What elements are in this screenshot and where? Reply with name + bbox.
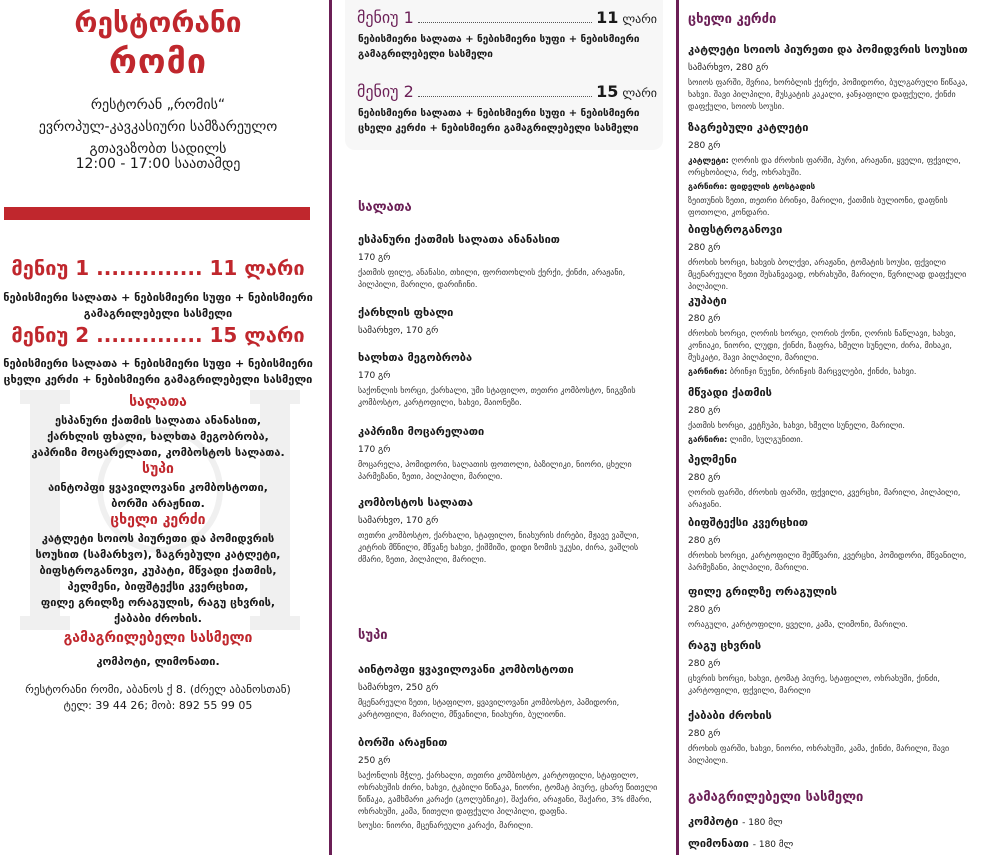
dish-weight: 280 გრ: [688, 406, 721, 416]
dish-description: [688, 155, 980, 179]
opening-hours: 12:00 - 17:00 საათამდე: [75, 156, 241, 172]
hot-summary-line: კატლეტი სოიოს პიურეთი და პომიდვრის: [41, 532, 275, 545]
set-menu2-desc: [358, 106, 658, 136]
set-menu1-price: 11: [596, 8, 619, 27]
hot-summary-line: პელმენი, ბიფშტექსი კვერცხით,: [67, 580, 249, 593]
menu1-description: [0, 290, 316, 322]
dish-weight: 280 გრ: [688, 314, 721, 324]
drinks-section-heading: გამაგრილებელი სასმელი: [688, 790, 864, 805]
drink-item: [688, 814, 980, 831]
garnish: [688, 434, 980, 446]
dish-name: ესპანური ქათმის სალათა ანანასით: [358, 233, 560, 246]
dish-description: ძროხის ხორცი, კარტოფილი შემწვარი, კვერცხი, პომიდორი, მწვანილი, პარმეზანი, პილპილი, მარილი.: [688, 551, 967, 572]
column-divider-right: [676, 0, 679, 855]
garnish: [688, 366, 980, 378]
drinks-heading: გამაგრილებელი სასმელი: [63, 630, 253, 646]
drink-name: ლიმონათი: [688, 837, 749, 850]
garnish-text: ლიმი, სულგუნითი.: [729, 435, 804, 444]
leader-dots: [418, 86, 592, 97]
dish-item: [688, 120, 980, 219]
dish-name: ბორში არაჟნით: [358, 736, 448, 749]
set-menu2-desc-line: ნებისმიერი სალათა + ნებისმიერი სუფი + ნებისმიერი: [358, 108, 640, 119]
dish-description: თეთრი კომბოსტო, ქარხალი, სტაფილო, ნიახურის ძირები, მჟავე ვაშლი, კიტრის მწნილი, მწვანე ხახვი, ქიშმიში, დიდი ზომის უკუსი, ძირა, ვაშლის ძმარი, ზეთი, პილპილი, მარილი.: [358, 531, 640, 564]
garnish-text: ბრინჯი ნუენი, ბრინჯის მარცვლები, ქინძი, ხახვი.: [729, 367, 917, 376]
salads-summary-line: კაპრიზი მოცარელათი, კომბოსტოს სალათა.: [31, 446, 285, 459]
drink-line: [688, 836, 980, 853]
garnish: [688, 181, 980, 193]
dish-description: ძროხის ფარში, ხახვი, ნიორი, ოხრახუში, კამა, ქინძი, მარილი, შავი პილპილი.: [688, 744, 950, 765]
dish-weight: 280 გრ: [688, 473, 721, 483]
dish-weight: სამარხვო, 170 გრ: [358, 326, 439, 336]
drink-line: [688, 814, 980, 831]
dish-item: [358, 424, 658, 483]
dish-item: [688, 293, 980, 378]
dish-name: კომბოსტოს სალათა: [358, 496, 473, 509]
dish-name: კუპატი: [688, 294, 727, 307]
dish-weight: 250 გრ: [358, 756, 391, 766]
dish-description: ღორის ფარში, ძროხის ფარში, ფქვილი, კვერცხი, მარილი, პილპილი, არაჟანი.: [688, 488, 961, 509]
dish-weight: 170 გრ: [358, 371, 391, 381]
dish-description: ქათმის ხორცი, კეტჩუპი, ხახვი, ხმელი სუნელი, მარილი.: [688, 421, 905, 430]
dish-name: აინტოპფი ყვავილოვანი კომბოსტოთი: [358, 663, 574, 676]
set-menu2-desc-line: ცხელი კერძი + ნებისმიერი გამაგრილებელი სასმელი: [358, 123, 639, 134]
menu1-heading: მენიუ 1 .............. 11 ლარი: [11, 256, 305, 280]
dish-description: საქონლის ხორცი, ქარხალი, უმი სტაფილო, თეთრი კომბოსტო, ნიგვზის კომბოსტო, კარტოფილი, ხახვი, მაიონეზი.: [358, 386, 636, 407]
component-text: ღორის და ძროხის ფარში, პური, არაჟანი, ყველი, ფქვილი, ორცხობილა, რძე, ოხრახუში.: [688, 156, 961, 177]
tagline-line: რესტორან „რომის“: [90, 97, 226, 113]
dish-item: [358, 350, 658, 409]
set-menu2-name: მენიუ 2: [357, 82, 414, 101]
dish-weight: 170 გრ: [358, 253, 391, 263]
dish-weight: სამარხვო, 170 გრ: [358, 516, 439, 526]
dish-item: [358, 735, 658, 832]
dish-description: ცხვრის ხორცი, ხახვი, ტომატ პიურე, სტაფილო, ოხრახუში, ქინძი, კარტოფილი, ფქვილი, მარილი: [688, 674, 940, 695]
dish-description: ორაგული, კარტოფილი, ყველი, კამა, ლიმონი, მარილი.: [688, 620, 908, 629]
garnish-label: გარნირი:: [688, 435, 728, 444]
salads-summary: [0, 413, 316, 461]
dish-weight: 280 გრ: [688, 659, 721, 669]
garnish-label: გარნირი:: [688, 182, 728, 191]
set-menu1-name: მენიუ 1: [357, 8, 414, 27]
drink-item: [688, 836, 980, 853]
salads-section-heading: სალათა: [358, 200, 412, 215]
dish-name: ხალხთა მეგობრობა: [358, 351, 473, 364]
red-banner-bar: [4, 207, 310, 220]
dish-item: [688, 638, 980, 697]
dish-name: მწვადი ქათმის: [688, 386, 772, 399]
set-menu1-line: [357, 8, 657, 27]
menu2-desc-line: ნებისმიერი სალათა + ნებისმიერი სუფი + ნებისმიერი: [3, 357, 313, 370]
dish-weight: 280 გრ: [688, 605, 721, 615]
dish-name: ბიფშტექსი კვერცხით: [688, 516, 808, 529]
hot-summary-line: ბიფსტროგანოვი, კუპატი, მწვადი ქათმის,: [39, 564, 277, 577]
dish-description: სოიოს ფარში, შვრია, ხორბლის ქერქი, პომიდორი, ბულგარული წიწაკა, ხახვი. შავი პილპილი, მუსკატის კაკალი, ჯანჯაფილი დაფქული, ქინძი დაფქული, სოიოს სოუსი.: [688, 78, 968, 111]
menu2-description: [0, 356, 316, 388]
dish-description: ქათმის ფილე, ანანასი, თხილი, ფორთოხლის ქერქი, ქინძი, არაჟანი, პილპილი, მარილი, დარიჩინი.: [358, 268, 626, 289]
dish-item: [358, 662, 658, 721]
dish-item: [688, 708, 980, 767]
dish-name: ქაბაბი ძროხის: [688, 709, 772, 722]
tagline-line: ევროპულ-კავკასიური სამზარეულო: [38, 119, 278, 135]
dish-name: კატლეტი სოიოს პიურეთი და პომიდვრის სოუსით: [688, 43, 968, 56]
set-menu1-desc-line: გამაგრილებელი სასმელი: [358, 49, 493, 60]
leader-dots: [418, 12, 592, 23]
column-divider-left: [329, 0, 332, 855]
set-menu2-price: 15: [596, 82, 619, 101]
dish-name: ბიფსტროგანოვი: [688, 223, 783, 236]
set-menu1-currency: ლარი: [622, 12, 657, 26]
dish-weight: 280 გრ: [688, 536, 721, 546]
salads-heading: სალათა: [129, 394, 187, 410]
dish-item: [688, 452, 980, 511]
hot-summary-line: სოუსით (სამარხვო), ზაგრებული კატლეტი,: [35, 548, 281, 561]
drink-name: კომპოტი: [688, 815, 739, 828]
dish-item: [688, 222, 980, 293]
dish-item: [688, 42, 980, 113]
dish-item: [688, 515, 980, 574]
hot-dishes-heading: ცხელი კერძი: [110, 512, 206, 528]
garnish-title: ფიდელის ტოსტადის: [729, 182, 816, 191]
dish-description: ძროხის ხორცი, ხახვის ბოლქვი, არაჟანი, ტომატის სოუსი, ფქვილი მცენარეული ზეთი შესანვავად, ოხრახუში, მარილი, წვრილად დაფქული პილპილი.: [688, 258, 967, 291]
restaurant-title-line2: რომი: [108, 42, 208, 82]
dish-description: მოცარელა, პომიდორი, სალათის ფოთოლი, ბაზილიკი, ნიორი, ცხელი პარმეზანი, ზეთი, პილპილი, მარილი.: [358, 460, 632, 481]
salads-summary-line: ქარხლის ფხალი, ხალხთა მეგობრობა,: [47, 430, 269, 443]
set-menu1-desc: [358, 32, 658, 62]
tagline: [0, 94, 316, 160]
drinks-summary: კომპოტი, ლიმონათი.: [96, 655, 220, 668]
dish-weight: სამარხვო, 250 გრ: [358, 683, 439, 693]
phone-numbers: ტელ: 39 44 26; მობ: 892 55 99 05: [63, 699, 253, 712]
dish-item: [358, 305, 658, 338]
dish-name: ფილე გრილზე ორაგულის: [688, 585, 837, 598]
dish-description: ძროხის ხორცი, ღორის ხორცი, ღორის ქონი, ღორის ნაწლავი, ხახვი, კონიაკი, ნიორი, ლუდი, ქინძი, ზაფრა, ხმელი სუნელი, ძირა, მიხაკი, მუსკატი, შავი პილპილი, მარილი.: [688, 329, 956, 362]
menu2-desc-line: ცხელი კერძი + ნებისმიერი გამაგრილებელი სასმელი: [3, 373, 313, 386]
menu1-desc-line: ნებისმიერი სალათა + ნებისმიერი სუფი + ნებისმიერი: [3, 291, 313, 304]
dish-weight: 280 გრ: [688, 141, 721, 151]
dish-name: ზაგრებული კატლეტი: [688, 121, 809, 134]
dish-item: [688, 584, 980, 631]
dish-description: მცენარეული ზეთი, სტაფილო, ყვავილოვანი კომბოსტო, პამიდორი, კარტოფილი, მარილი, მწვანილი, ნიახური, ბულიონი.: [358, 698, 620, 719]
soup-heading: სუპი: [142, 461, 174, 477]
address: რესტორანი რომი, აბანოს ქ 8. (ძრელ აბანოსთან): [25, 683, 291, 696]
dish-name: ქარხლის ფხალი: [358, 306, 454, 319]
dish-name: კაპრიზი მოცარელათი: [358, 425, 485, 438]
dish-name: პელმენი: [688, 453, 737, 466]
cover-panel: [0, 0, 316, 855]
soup-summary-line: ბორში არაჟნით.: [111, 497, 205, 510]
dish-weight: 280 გრ: [688, 729, 721, 739]
tagline-line: გთავაზობთ სადილს: [89, 141, 227, 157]
salads-summary-line: ესპანური ქათმის სალათა ანანასით,: [54, 414, 262, 427]
set-menu1-desc-line: ნებისმიერი სალათა + ნებისმიერი სუფი + ნებისმიერი: [358, 34, 640, 45]
menu1-desc-line: გამაგრილებელი სასმელი: [83, 307, 233, 320]
dish-item: [358, 495, 658, 566]
restaurant-title-line1: რესტორანი: [74, 6, 242, 39]
set-menu2-currency: ლარი: [622, 86, 657, 100]
dish-weight: 170 გრ: [358, 445, 391, 455]
dish-weight: სამარხვო, 280 გრ: [688, 63, 769, 73]
garnish-label: გარნირი:: [688, 367, 728, 376]
dish-item: [358, 232, 658, 291]
garnish-text: ზეითუნის ზეთი, თეთრი ბრინჯი, მარილი, ქათმის ბულიონი, დაფნის ფოთოლი, კონდარი.: [688, 196, 948, 217]
menu2-heading: მენიუ 2 .............. 15 ლარი: [11, 323, 305, 347]
soup-summary: [0, 480, 316, 512]
drink-amount: - 180 მლ: [742, 818, 783, 828]
drink-amount: - 180 მლ: [752, 840, 794, 850]
component-label: კატლეტი:: [688, 156, 729, 165]
dish-name: რაგუ ცხვრის: [688, 639, 762, 652]
dish-sauce: სოუსი: ნიორი, მცენარეული კარაქი, მარილი.: [358, 821, 534, 830]
hot-summary-line: ქაბაბი ძროხის.: [114, 612, 202, 625]
dish-weight: 280 გრ: [688, 243, 721, 253]
hot-summary-line: ფილე გრილზე ორაგულის, რაგუ ცხვრის,: [40, 596, 276, 609]
dish-item: [688, 385, 980, 446]
hot-dishes-section-heading: ცხელი კერძი: [688, 12, 777, 27]
dish-description: საქონლის მჭლე, ქარხალი, თეთრი კომბოსტო, კარტოფილი, სტაფილო, ოხრახუშის ძირი, ხახვი, ტკბილი წიწაკა, ნიორი, ტომატ პიურე, ცხარე წითელი წიწაკა, გამხმარი კარაქი (გოლუბნიკი), შაქარი, არაჟანი, შაქარი, 3% ძმარი, ოხრახუში, კამა, წითელი დაფქული პილპილი, დაფნა.: [358, 771, 658, 816]
set-menu2-line: [357, 82, 657, 101]
soup-section-heading: სუპი: [358, 628, 388, 643]
soup-summary-line: აინტოპფი ყვავილოვანი კომბოსტოთი,: [48, 481, 268, 494]
hot-dishes-summary: [0, 531, 316, 627]
